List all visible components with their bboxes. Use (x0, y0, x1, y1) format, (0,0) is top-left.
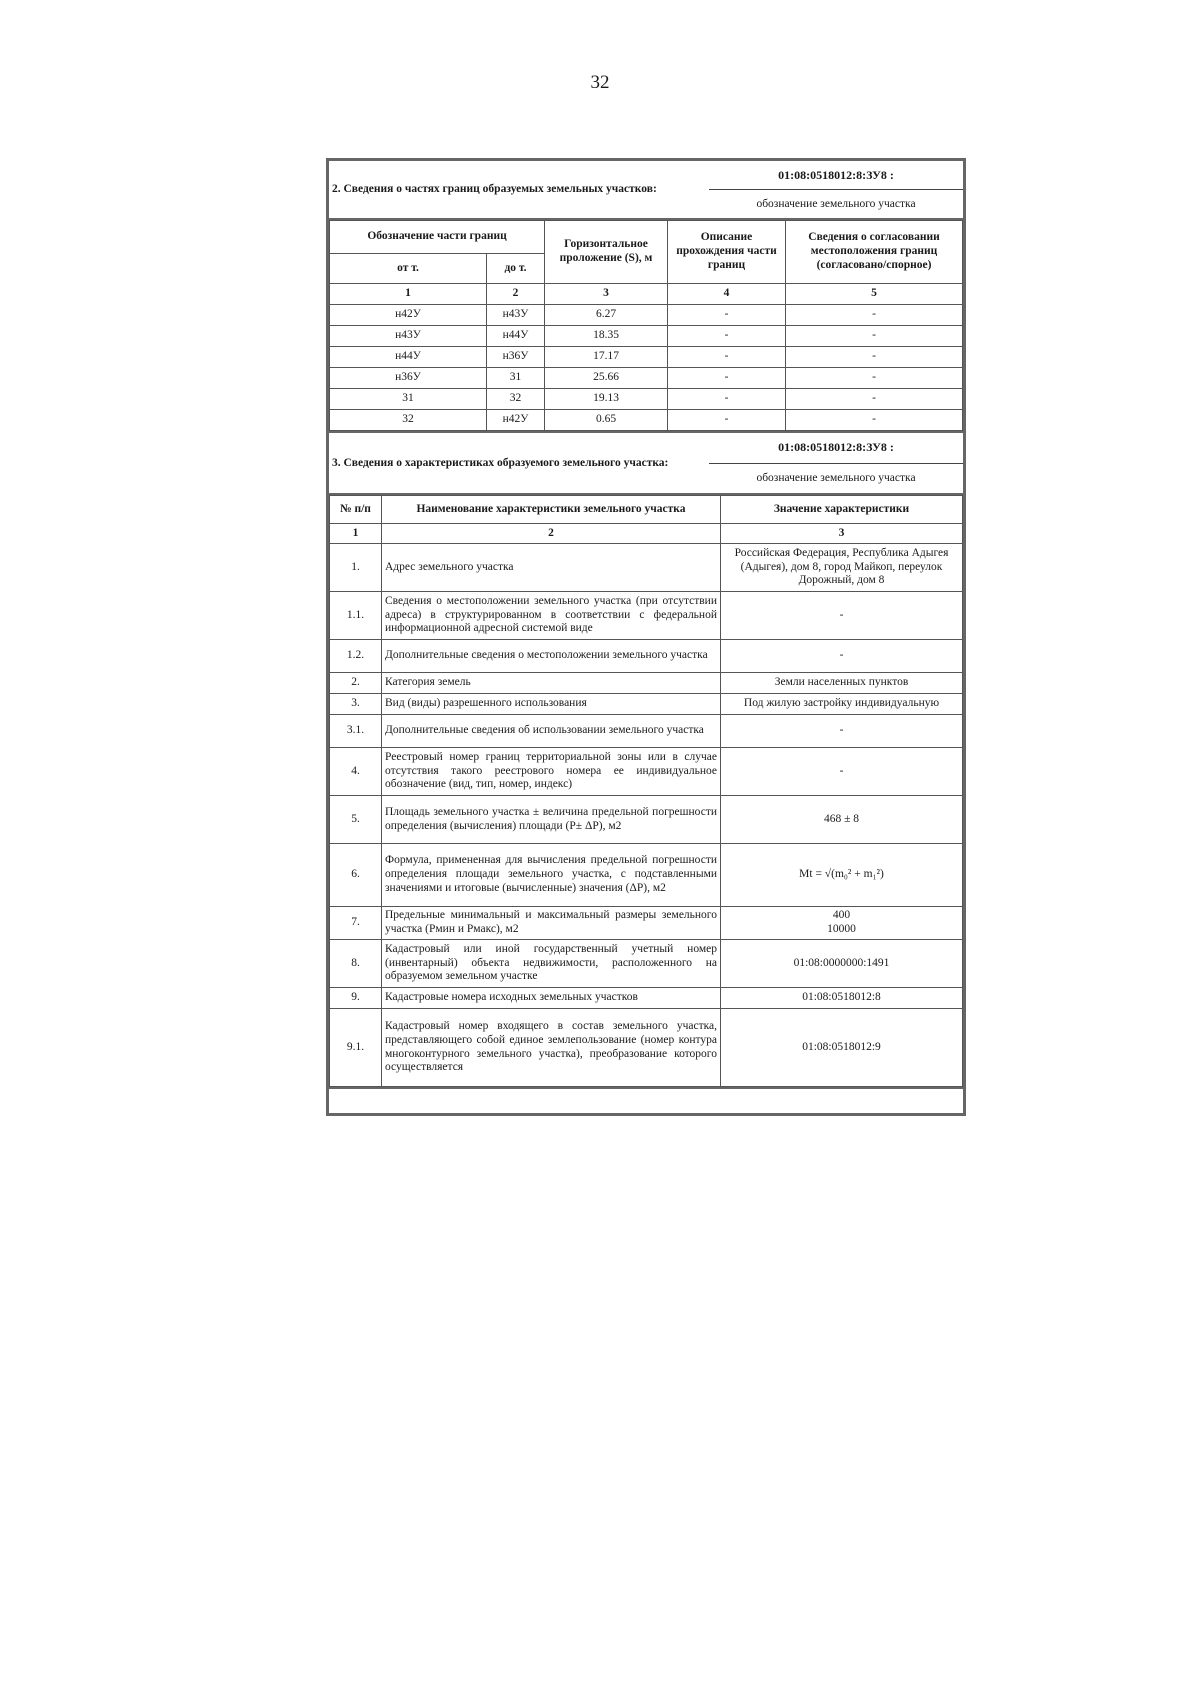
table-row (330, 844, 963, 907)
column-number: 1 (330, 524, 382, 544)
to-point: н43У (487, 305, 545, 326)
length-header: Горизонтальное проложение (S), м (545, 221, 668, 284)
section3-plot-code: 01:08:0518012:8:ЗУ8 : (709, 433, 963, 464)
length-value: 6.27 (545, 305, 668, 326)
agreement-header: Сведения о согласовании местоположения границ (согласовано/спорное) (786, 221, 963, 284)
characteristic-value: 01:08:0000000:1491 (721, 940, 963, 988)
from-point-header: от т. (330, 254, 487, 284)
table-row (330, 368, 963, 389)
from-point: н44У (330, 347, 487, 368)
section2-code-caption: обозначение земельного участка (756, 198, 916, 210)
section2-code-box (709, 161, 963, 218)
from-point: н36У (330, 368, 487, 389)
column-number: 4 (668, 284, 786, 305)
agreement-value: - (786, 347, 963, 368)
row-number: 4. (330, 748, 382, 796)
table-row (330, 305, 963, 326)
part-designation-header: Обозначение части границ (330, 221, 545, 254)
description-header: Описание прохождения части границ (668, 221, 786, 284)
table-row (330, 1009, 963, 1087)
row-number: 7. (330, 907, 382, 940)
characteristic-value: - (721, 592, 963, 640)
table-row (330, 410, 963, 431)
row-number: 9. (330, 988, 382, 1009)
table-row (330, 907, 963, 940)
characteristic-name: Дополнительные сведения о местоположении земельного участка (382, 640, 721, 673)
table-row (330, 715, 963, 748)
characteristic-value: 468 ± 8 (721, 796, 963, 844)
characteristic-value: - (721, 640, 963, 673)
agreement-value: - (786, 368, 963, 389)
characteristic-name: Кадастровые номера исходных земельных участков (382, 988, 721, 1009)
characteristic-name: Адрес земельного участка (382, 544, 721, 592)
row-number: 5. (330, 796, 382, 844)
characteristic-value: - (721, 748, 963, 796)
agreement-value: - (786, 305, 963, 326)
table-row (330, 748, 963, 796)
section3-code-box (709, 433, 963, 493)
to-point: 31 (487, 368, 545, 389)
row-number: 2. (330, 673, 382, 694)
section2-header (329, 161, 963, 220)
table-row (330, 673, 963, 694)
description-value: - (668, 410, 786, 431)
table-row (330, 389, 963, 410)
boundary-parts-table (329, 220, 963, 431)
length-value: 0.65 (545, 410, 668, 431)
characteristic-value-header: Значение характеристики (721, 496, 963, 524)
length-value: 25.66 (545, 368, 668, 389)
characteristic-name: Вид (виды) разрешенного использования (382, 694, 721, 715)
column-number: 3 (545, 284, 668, 305)
description-value: - (668, 305, 786, 326)
row-number: 3.1. (330, 715, 382, 748)
column-numbers-row (330, 524, 963, 544)
empty-footer-row (329, 1087, 963, 1115)
from-point: н42У (330, 305, 487, 326)
characteristic-name: Предельные минимальный и максимальный размеры земельного участка (Pмин и Pмакс), м2 (382, 907, 721, 940)
characteristic-name: Площадь земельного участка ± величина предельной погрешности определения (вычисления) площади (P± ΔP), м2 (382, 796, 721, 844)
table-row (330, 694, 963, 715)
section3-code-caption: обозначение земельного участка (756, 472, 916, 485)
characteristic-name: Категория земель (382, 673, 721, 694)
characteristics-header-row (330, 496, 963, 524)
table-row (330, 988, 963, 1009)
characteristic-value: - (721, 715, 963, 748)
table-row (330, 796, 963, 844)
description-value: - (668, 347, 786, 368)
column-number: 1 (330, 284, 487, 305)
table-row (330, 347, 963, 368)
column-numbers-row (330, 284, 963, 305)
row-number: 8. (330, 940, 382, 988)
section3-title: 3. Сведения о характеристиках образуемого земельного участка: (332, 456, 669, 469)
to-point: н36У (487, 347, 545, 368)
table-row (330, 640, 963, 673)
characteristic-name-header: Наименование характеристики земельного участка (382, 496, 721, 524)
column-number: 2 (382, 524, 721, 544)
section2-title: 2. Сведения о частях границ образуемых земельных участков: (332, 183, 657, 196)
characteristic-value: Земли населенных пунктов (721, 673, 963, 694)
to-point: 32 (487, 389, 545, 410)
agreement-value: - (786, 389, 963, 410)
characteristic-name: Сведения о местоположении земельного участка (при отсутствии адреса) в структурированном в соответствии с федеральной информационной адресной системой виде (382, 592, 721, 640)
boundary-header-row (330, 221, 963, 254)
table-row (330, 544, 963, 592)
row-number: 9.1. (330, 1009, 382, 1087)
characteristic-name: Кадастровый или иной государственный учетный номер (инвентарный) объекта недвижимости, расположенного на образуемом земельном участке (382, 940, 721, 988)
characteristic-name: Кадастровый номер входящего в состав земельного участка, представляющего собой единое землепользование (номер контура многоконтурного земельного участка), преобразование которого осуществляется (382, 1009, 721, 1087)
to-point-header: до т. (487, 254, 545, 284)
characteristic-name: Реестровый номер границ территориальной зоны или в случае отсутствия такого реестрового номера ее индивидуальное обозначение (вид, тип, номер, индекс) (382, 748, 721, 796)
characteristic-value: 01:08:0518012:9 (721, 1009, 963, 1087)
table-row (330, 326, 963, 347)
characteristic-value: 01:08:0518012:8 (721, 988, 963, 1009)
description-value: - (668, 326, 786, 347)
column-number: 5 (786, 284, 963, 305)
row-number: 3. (330, 694, 382, 715)
cadastral-form (326, 158, 966, 1116)
table-row (330, 940, 963, 988)
description-value: - (668, 389, 786, 410)
page-number: 32 (590, 72, 610, 93)
characteristic-value: Российская Федерация, Республика Адыгея (Адыгея), дом 8, город Майкоп, переулок Дорожный, дом 8 (721, 544, 963, 592)
row-number: 1.1. (330, 592, 382, 640)
row-number: 1.2. (330, 640, 382, 673)
description-value: - (668, 368, 786, 389)
characteristics-table (329, 495, 963, 1087)
agreement-value: - (786, 326, 963, 347)
characteristic-name: Дополнительные сведения об использовании земельного участка (382, 715, 721, 748)
section2-plot-code: 01:08:0518012:8:ЗУ8 : (709, 161, 963, 190)
characteristic-value: Под жилую застройку индивидуальную (721, 694, 963, 715)
num-header: № п/п (330, 496, 382, 524)
length-value: 19.13 (545, 389, 668, 410)
row-number: 1. (330, 544, 382, 592)
from-point: 32 (330, 410, 487, 431)
length-value: 18.35 (545, 326, 668, 347)
to-point: н44У (487, 326, 545, 347)
table-row (330, 592, 963, 640)
column-number: 3 (721, 524, 963, 544)
agreement-value: - (786, 410, 963, 431)
length-value: 17.17 (545, 347, 668, 368)
row-number: 6. (330, 844, 382, 907)
characteristic-value: 400 10000 (721, 907, 963, 940)
section3-header (329, 431, 963, 495)
from-point: 31 (330, 389, 487, 410)
characteristic-value: Mt = √(m₀² + m₁²) (721, 844, 963, 907)
from-point: н43У (330, 326, 487, 347)
column-number: 2 (487, 284, 545, 305)
characteristic-name: Формула, примененная для вычисления предельной погрешности определения площади земельного участка, с подставленными значениями и итоговые (вычисленные) значения (ΔP), м2 (382, 844, 721, 907)
to-point: н42У (487, 410, 545, 431)
